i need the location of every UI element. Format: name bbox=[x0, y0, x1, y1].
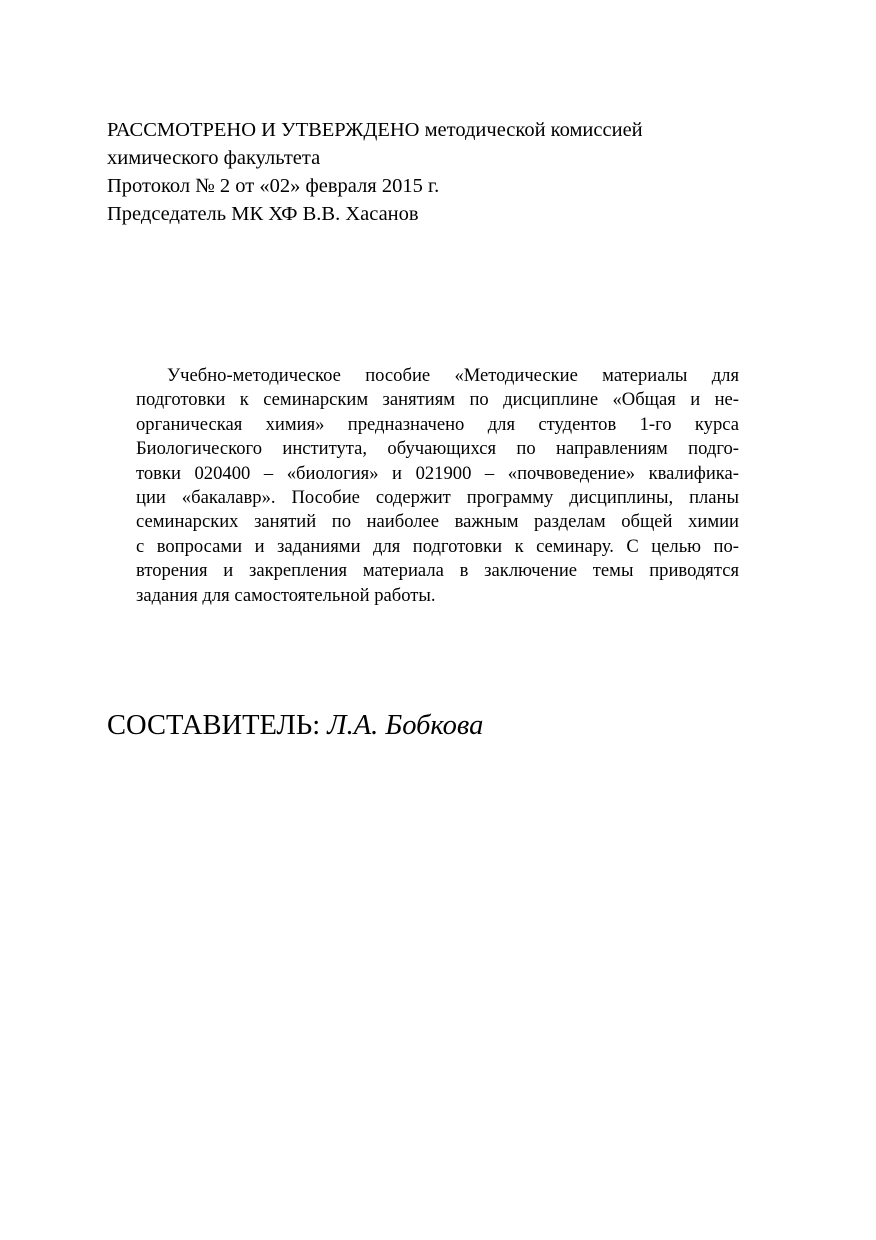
approval-line-2: химического факультета bbox=[107, 147, 321, 169]
abstract-line-1: Учебно-методическое пособие «Методические материалы для bbox=[167, 365, 739, 386]
approval-line-3: Протокол № 2 от «02» февраля 2015 г. bbox=[107, 175, 440, 197]
approval-line-4: Председатель МК ХФ В.В. Хасанов bbox=[107, 203, 419, 225]
abstract-line-9: вторения и закрепления материала в заключение темы приводятся bbox=[136, 560, 739, 582]
abstract-line-6: ции «бакалавр». Пособие содержит программу дисциплины, планы bbox=[136, 487, 739, 509]
abstract-line-8: с вопросами и заданиями для подготовки к семинару. С целью по- bbox=[136, 535, 739, 557]
compiler-credit bbox=[107, 709, 483, 743]
abstract-line-7: семинарских занятий по наиболее важным разделам общей химии bbox=[136, 511, 739, 533]
abstract-line-2: подготовки к семинарским занятиям по дисциплине «Общая и не- bbox=[136, 389, 739, 411]
abstract-line-3: органическая химия» предназначено для студентов 1-го курса bbox=[136, 413, 739, 435]
abstract-line-4: Биологического института, обучающихся по направлениям подго- bbox=[136, 438, 739, 460]
abstract-paragraph bbox=[136, 364, 739, 608]
compiler-name: Л.А. Бобкова bbox=[327, 710, 484, 741]
approval-block bbox=[107, 116, 807, 228]
abstract-line-10: задания для самостоятельной работы. bbox=[136, 584, 436, 606]
approval-line-1: РАССМОТРЕНО И УТВЕРЖДЕНО методической комиссией bbox=[107, 119, 643, 141]
abstract-line-5: товки 020400 – «биология» и 021900 – «почвоведение» квалифика- bbox=[136, 462, 739, 484]
compiler-label: СОСТАВИТЕЛЬ: bbox=[107, 710, 328, 741]
